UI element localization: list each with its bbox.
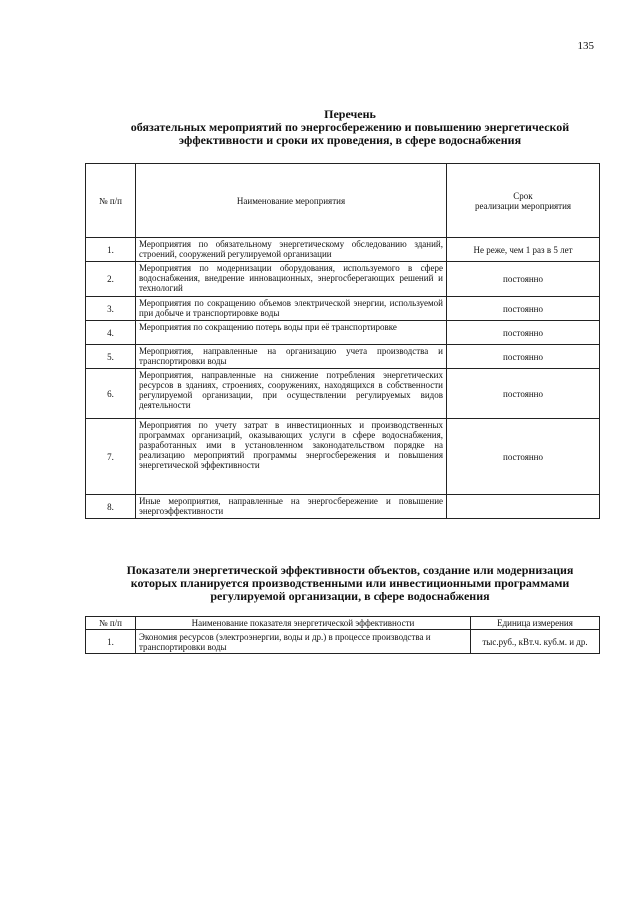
measures-table <box>85 163 600 519</box>
table-row <box>86 369 600 419</box>
row-unit: тыс.руб., кВт.ч. куб.м. и др. <box>471 630 600 654</box>
row-num: 7. <box>86 419 136 495</box>
row-name: Мероприятия по обязательному энергетическому обследованию зданий, строений, сооружений регулируемой организации <box>136 238 447 262</box>
row-num: 8. <box>86 495 136 519</box>
row-name: Мероприятия, направленные на снижение потребления энергетических ресурсов в зданиях, строениях, сооружениях, находящихся в собственности регулируемой организации, при осуществлении регулируемых видов деятельности <box>136 369 447 419</box>
row-name: Иные мероприятия, направленные на энергосбережение и повышение энергоэффективности <box>136 495 447 519</box>
table-row <box>86 419 600 495</box>
row-num: 1. <box>86 630 136 654</box>
page-number: 135 <box>577 40 594 52</box>
row-num: 2. <box>86 262 136 297</box>
table-row <box>86 495 600 519</box>
header-num: № п/п <box>86 164 136 238</box>
row-num: 3. <box>86 297 136 321</box>
header-term <box>447 164 600 238</box>
table-row <box>86 238 600 262</box>
section1-title-line: Перечень <box>324 107 376 121</box>
row-num: 4. <box>86 321 136 345</box>
table-row <box>86 321 600 345</box>
table-row <box>86 345 600 369</box>
table-header-row <box>86 617 600 630</box>
header-name: Наименование показателя энергетической эффективности <box>136 617 471 630</box>
row-term: постоянно <box>447 345 600 369</box>
indicators-table <box>85 616 600 654</box>
row-term: Не реже, чем 1 раз в 5 лет <box>447 238 600 262</box>
header-term-line: реализации мероприятия <box>474 200 572 211</box>
header-num: № п/п <box>86 617 136 630</box>
row-name: Мероприятия по модернизации оборудования, используемого в сфере водоснабжения, внедрение инновационных, энергосберегающих решений и технологий <box>136 262 447 297</box>
section2-title <box>0 564 640 603</box>
header-unit: Единица измерения <box>471 617 600 630</box>
table-row <box>86 297 600 321</box>
table-row <box>86 630 600 654</box>
row-name: Мероприятия по учету затрат в инвестиционных и производственных программах организаций, оказывающих услуги в сфере водоснабжения, разработанных ими в установленном законодательством порядке на реализацию мероприятий программы энергосбережения и повышения энергетической эффективности <box>136 419 447 495</box>
header-name: Наименование мероприятия <box>136 164 447 238</box>
section2-title-line: которых планируется производственными или инвестиционными программами <box>130 576 570 590</box>
row-num: 6. <box>86 369 136 419</box>
section1-title <box>0 108 640 147</box>
row-num: 5. <box>86 345 136 369</box>
row-name: Мероприятия, направленные на организацию учета производства и транспортировки воды <box>136 345 447 369</box>
row-num: 1. <box>86 238 136 262</box>
section2-title-line: регулируемой организации, в сфере водоснабжения <box>210 589 490 603</box>
row-term: постоянно <box>447 297 600 321</box>
section1-title-line: эффективности и сроки их проведения, в сфере водоснабжения <box>178 133 522 147</box>
row-name: Мероприятия по сокращению потерь воды при её транспортировке <box>136 321 447 345</box>
row-term: постоянно <box>447 321 600 345</box>
table-row <box>86 262 600 297</box>
row-name: Экономия ресурсов (электроэнергии, воды и др.) в процессе производства и транспортировки воды <box>136 630 471 654</box>
row-name: Мероприятия по сокращению объемов электрической энергии, используемой при добыче и транспортировке воды <box>136 297 447 321</box>
row-term <box>447 495 600 519</box>
section2-title-line: Показатели энергетической эффективности объектов, создание или модернизация <box>126 563 574 577</box>
row-term: постоянно <box>447 262 600 297</box>
row-term: постоянно <box>447 369 600 419</box>
section1-title-line: обязательных мероприятий по энергосбережению и повышению энергетической <box>130 120 570 134</box>
header-term-line: Срок <box>513 190 533 201</box>
row-term: постоянно <box>447 419 600 495</box>
table-header-row <box>86 164 600 238</box>
